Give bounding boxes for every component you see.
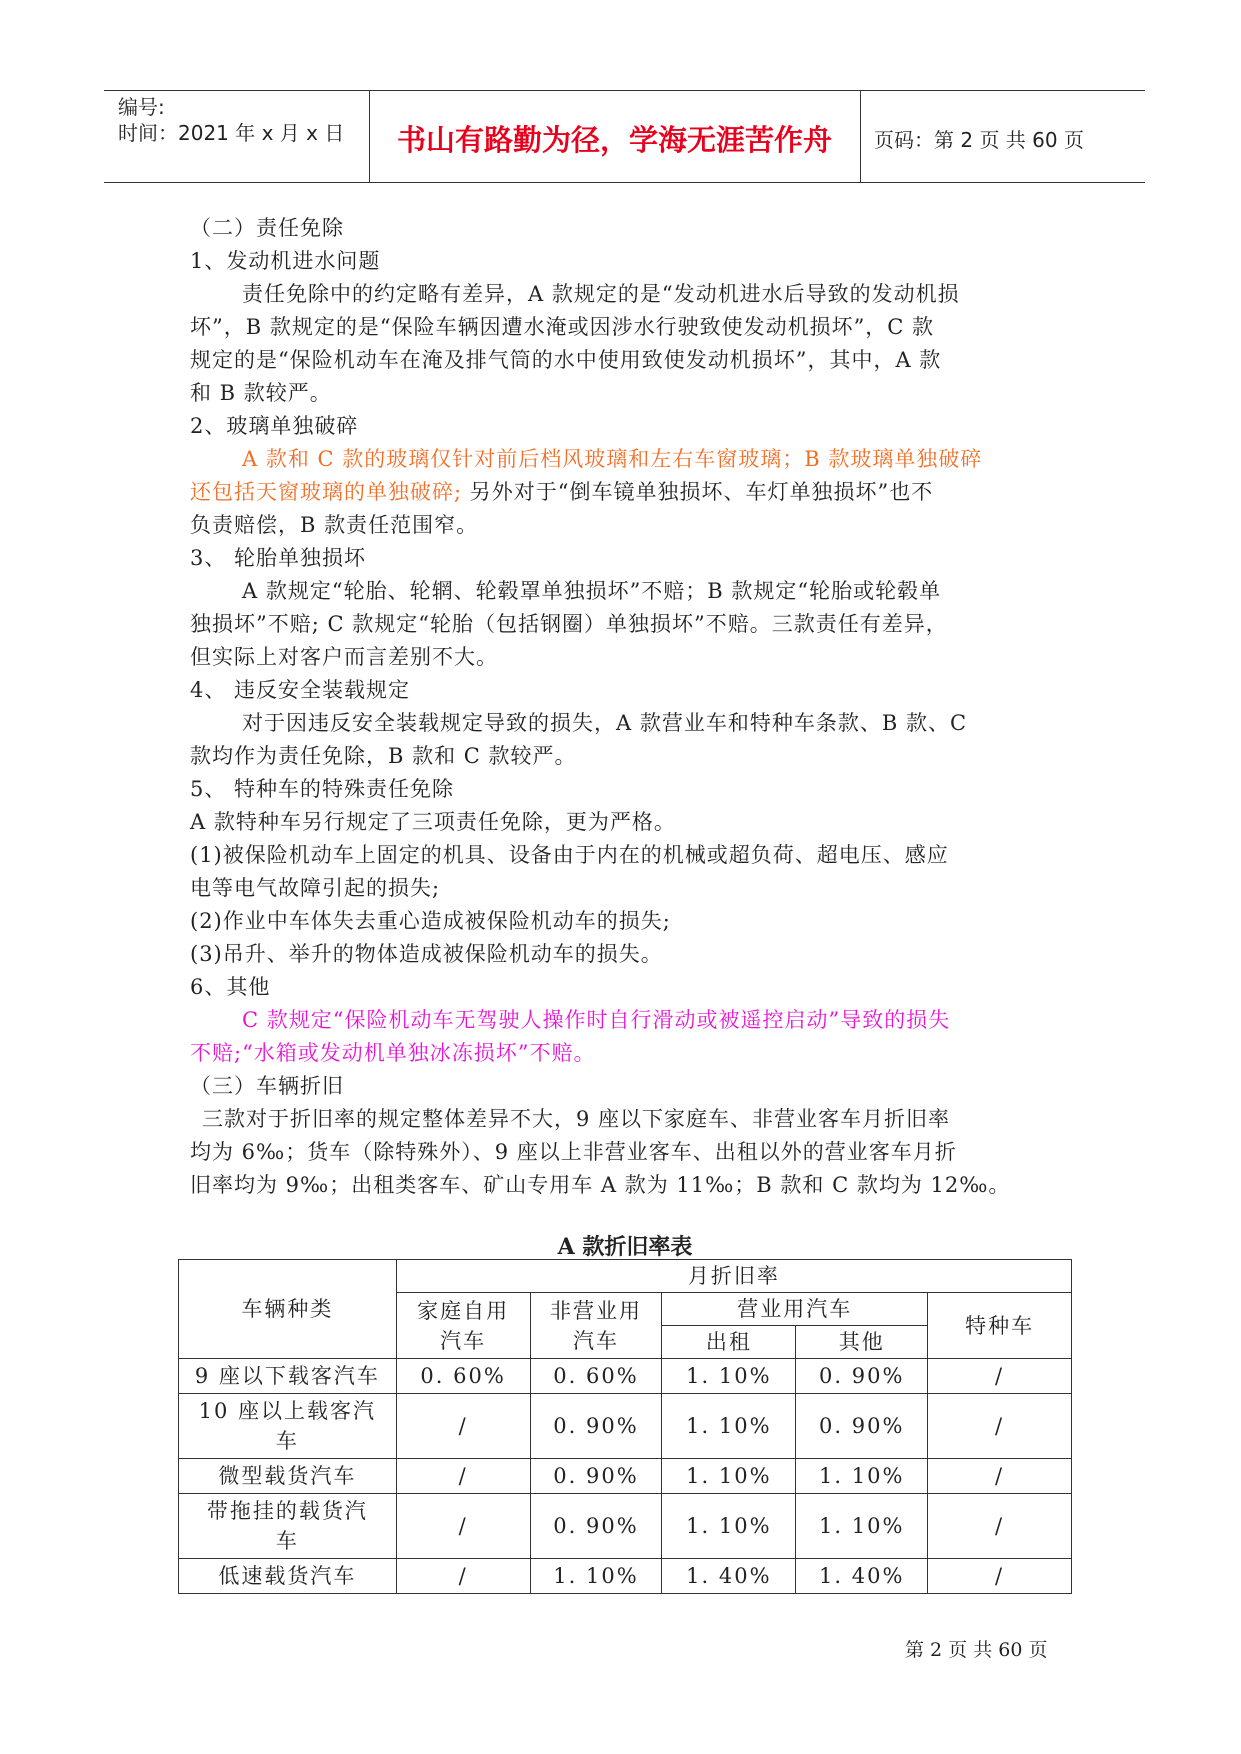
table-row	[179, 1359, 1072, 1394]
cell-vehicle-type: 10 座以上载客汽 车	[179, 1394, 397, 1459]
list-item-continuation: 电等电气故障引起的损失;	[190, 876, 441, 900]
highlighted-line: 不赔;“水箱或发动机单独冰冻损坏”不赔。	[190, 1041, 596, 1065]
cell-other: 1. 10%	[796, 1494, 928, 1559]
subsection-heading: 3、 轮胎单独损坏	[190, 546, 367, 570]
cell-other: 0. 90%	[796, 1394, 928, 1459]
subsection-heading: 4、 违反安全装载规定	[190, 678, 411, 702]
cell-family: /	[396, 1494, 530, 1559]
list-item: (1)被保险机动车上固定的机具、设备由于内在的机械或超负荷、超电压、感应	[190, 843, 949, 867]
highlighted-text: 还包括天窗玻璃的单独破碎;	[190, 480, 463, 504]
table-row	[179, 1494, 1072, 1559]
table-header-row	[179, 1260, 1072, 1293]
paragraph-line: 和 B 款较严。	[190, 381, 332, 405]
header-nonbusiness: 非营业用 汽车	[530, 1293, 662, 1359]
document-body	[190, 212, 1060, 1202]
cell-family: /	[396, 1559, 530, 1594]
paragraph-line: 负责赔偿，B 款责任范围窄。	[190, 513, 479, 537]
paragraph-line: 但实际上对客户而言差别不大。	[190, 645, 498, 669]
cell-special: /	[928, 1394, 1072, 1459]
paragraph-line: 旧率均为 9‰；出租类客车、矿山专用车 A 款为 11‰；B 款和 C 款均为 12‰。	[190, 1173, 1011, 1197]
header-motto: 书山有路勤为径，学海无涯苦作舟	[396, 123, 832, 157]
header-monthly-rate: 月折旧率	[396, 1260, 1071, 1293]
cell-vehicle-type: 带拖挂的载货汽 车	[179, 1494, 397, 1559]
highlighted-line: C 款规定“保险机动车无驾驶人操作时自行滑动或被遥控启动”导致的损失	[242, 1008, 951, 1032]
subsection-heading: 1、发动机进水问题	[190, 249, 381, 273]
header-top-rule	[104, 90, 1145, 91]
cell-other: 1. 10%	[796, 1459, 928, 1494]
paragraph-line: 款均作为责任免除，B 款和 C 款较严。	[190, 744, 577, 768]
subsection-heading: 5、 特种车的特殊责任免除	[190, 777, 455, 801]
cell-special: /	[928, 1559, 1072, 1594]
table-row	[179, 1559, 1072, 1594]
paragraph-line: A 款特种车另行规定了三项责任免除，更为严格。	[190, 810, 676, 834]
cell-vehicle-type: 微型载货汽车	[179, 1459, 397, 1494]
cell-nonbusiness: 0. 90%	[530, 1394, 662, 1459]
list-item: (2)作业中车体失去重心造成被保险机动车的损失;	[190, 909, 671, 933]
paragraph-line: 责任免除中的约定略有差异，A 款规定的是“发动机进水后导致的发动机损	[242, 282, 960, 306]
cell-nonbusiness: 0. 90%	[530, 1494, 662, 1559]
cell-taxi: 1. 40%	[662, 1559, 796, 1594]
depreciation-table	[178, 1259, 1072, 1594]
list-item: (3)吊升、举升的物体造成被保险机动车的损失。	[190, 942, 663, 966]
plain-text: 另外对于“倒车镜单独损坏、车灯单独损坏”也不	[462, 480, 934, 504]
cell-nonbusiness: 0. 90%	[530, 1459, 662, 1494]
cell-taxi: 1. 10%	[662, 1459, 796, 1494]
section-heading: （三）车辆折旧	[190, 1074, 344, 1098]
cell-family: /	[396, 1394, 530, 1459]
cell-family: /	[396, 1459, 530, 1494]
cell-other: 0. 90%	[796, 1359, 928, 1394]
header-divider-right	[860, 90, 861, 182]
paragraph-line	[190, 476, 1060, 509]
cell-vehicle-type: 9 座以下载客汽车	[179, 1359, 397, 1394]
cell-special: /	[928, 1459, 1072, 1494]
header-business: 营业用汽车	[662, 1293, 928, 1326]
header-page-label: 页码：第 2 页 共 60 页	[874, 128, 1084, 152]
header-meta	[118, 94, 344, 146]
paragraph-line: A 款规定“轮胎、轮辋、轮毂罩单独损坏”不赔；B 款规定“轮胎或轮毂单	[242, 579, 942, 603]
cell-special: /	[928, 1359, 1072, 1394]
header-bottom-rule	[104, 182, 1145, 183]
header-other: 其他	[796, 1326, 928, 1359]
table-row	[179, 1394, 1072, 1459]
header-taxi: 出租	[662, 1326, 796, 1359]
cell-taxi: 1. 10%	[662, 1394, 796, 1459]
header-time-label: 时间：2021 年 x 月 x 日	[118, 121, 345, 145]
header-vehicle-type: 车辆种类	[179, 1260, 397, 1359]
paragraph-line: 规定的是“保险机动车在淹及排气筒的水中使用致使发动机损坏”，其中，A 款	[190, 348, 942, 372]
subsection-heading: 2、玻璃单独破碎	[190, 414, 359, 438]
cell-special: /	[928, 1494, 1072, 1559]
cell-vehicle-type: 低速载货汽车	[179, 1559, 397, 1594]
paragraph-line: 坏”，B 款规定的是“保险车辆因遭水淹或因涉水行驶致使发动机损坏”，C 款	[190, 315, 935, 339]
cell-family: 0. 60%	[396, 1359, 530, 1394]
paragraph-line: 三款对于折旧率的规定整体差异不大，9 座以下家庭车、非营业客车月折旧率	[202, 1107, 951, 1131]
header-number-label: 编号:	[118, 95, 165, 119]
cell-nonbusiness: 1. 10%	[530, 1559, 662, 1594]
cell-taxi: 1. 10%	[662, 1494, 796, 1559]
page-footer: 第 2 页 共 60 页	[905, 1639, 1048, 1661]
table-title: A 款折旧率表	[557, 1234, 693, 1260]
cell-nonbusiness: 0. 60%	[530, 1359, 662, 1394]
paragraph-line: 对于因违反安全装载规定导致的损失，A 款营业车和特种车条款、B 款、C	[242, 711, 968, 735]
paragraph-line: 均为 6‰；货车（除特殊外）、9 座以上非营业客车、出租以外的营业客车月折	[190, 1140, 957, 1164]
subsection-heading: 6、其他	[190, 975, 271, 999]
cell-taxi: 1. 10%	[662, 1359, 796, 1394]
header-family: 家庭自用 汽车	[396, 1293, 530, 1359]
header-special: 特种车	[928, 1293, 1072, 1359]
highlighted-line: A 款和 C 款的玻璃仅针对前后档风玻璃和左右车窗玻璃；B 款玻璃单独破碎	[242, 447, 983, 471]
table-row	[179, 1459, 1072, 1494]
cell-other: 1. 40%	[796, 1559, 928, 1594]
section-heading: （二）责任免除	[190, 216, 344, 240]
paragraph-line: 独损坏”不赔; C 款规定“轮胎（包括钢圈）单独损坏”不赔。三款责任有差异，	[190, 612, 948, 636]
